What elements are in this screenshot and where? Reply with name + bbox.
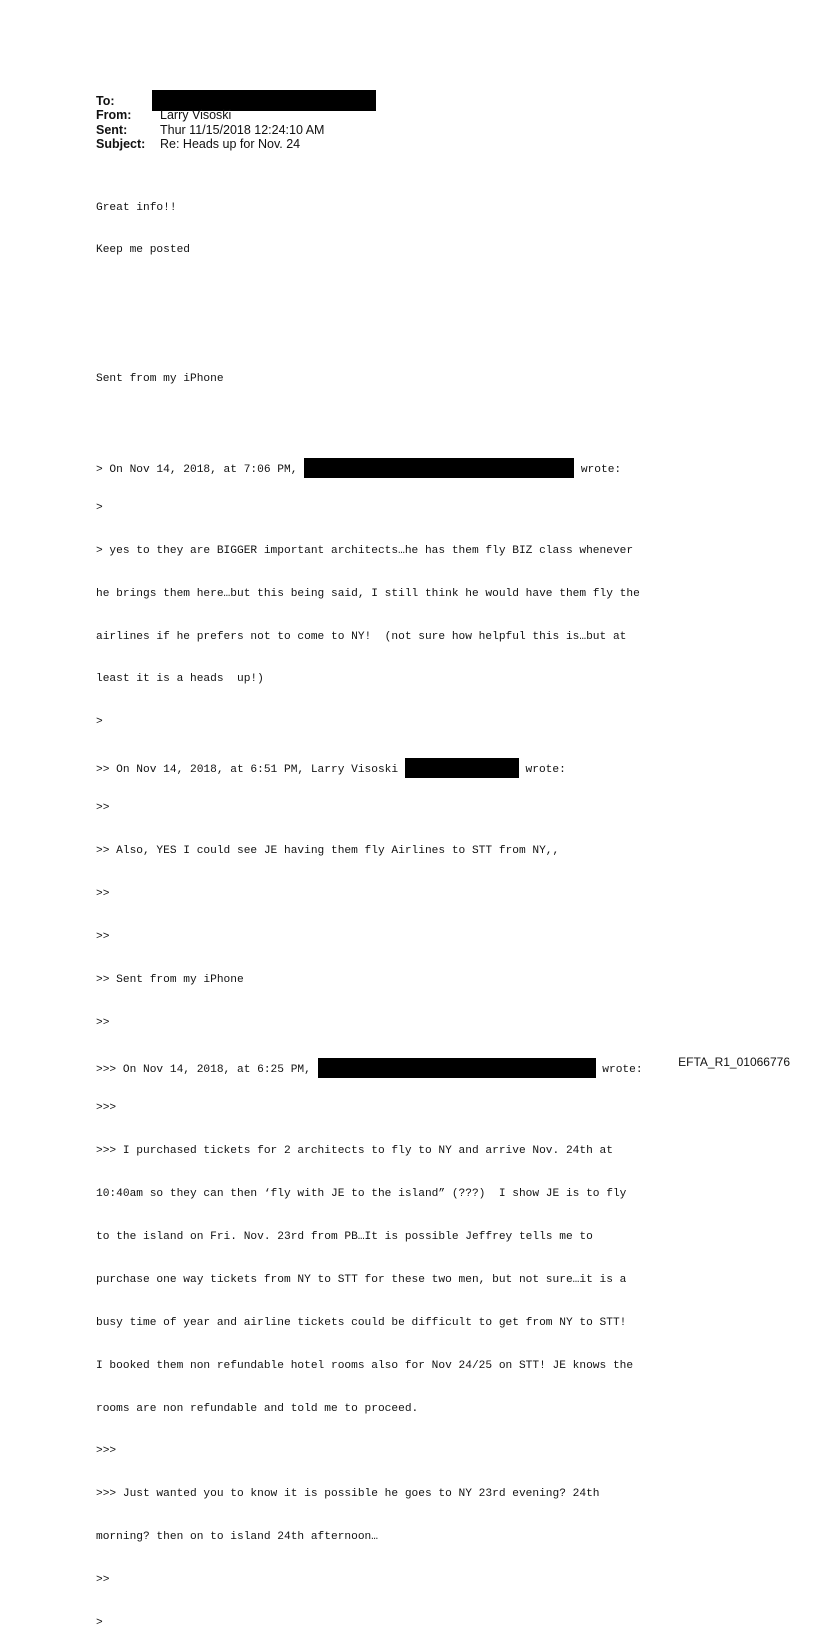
- quote-line: >>: [96, 802, 110, 815]
- quote-line: to the island on Fri. Nov. 23rd from PB…It is possible Jeffrey tells me to: [96, 1230, 593, 1243]
- quote-line: >>: [96, 1016, 110, 1029]
- redaction-box: [318, 1058, 596, 1078]
- quote-header-suffix: wrote:: [518, 764, 566, 777]
- quote-line: he brings them here…but this being said, I still think he would have them fly the: [96, 587, 640, 600]
- email-body: [96, 172, 736, 1645]
- from-value: Larry Visoski: [160, 108, 232, 123]
- subject-value: Re: Heads up for Nov. 24: [160, 136, 301, 151]
- quote-line: >>>: [96, 1445, 117, 1458]
- quote-header-line: [96, 758, 736, 777]
- quote-header-suffix: wrote:: [595, 1064, 643, 1077]
- quote-line: least it is a heads up!): [96, 673, 264, 686]
- quote-header-prefix: > On Nov 14, 2018, at 7:06 PM,: [96, 463, 305, 476]
- quote-line: >>: [96, 887, 110, 900]
- quote-header-prefix: >> On Nov 14, 2018, at 6:51 PM, Larry Visoski: [96, 764, 405, 777]
- signature-line: Sent from my iPhone: [96, 373, 224, 386]
- blank-line: [96, 329, 736, 343]
- sent-value: Thur 11/15/2018 12:24:10 AM: [160, 122, 325, 137]
- quote-line: >>> Just wanted you to know it is possible he goes to NY 23rd evening? 24th: [96, 1488, 600, 1501]
- quote-header-line: [96, 458, 736, 476]
- document-id: EFTA_R1_01066776: [678, 1055, 790, 1069]
- redaction-box: [304, 458, 574, 478]
- quote-line: >>: [96, 930, 110, 943]
- quote-line: >> Also, YES I could see JE having them fly Airlines to STT from NY,,: [96, 844, 560, 857]
- quote-line: rooms are non refundable and told me to proceed.: [96, 1402, 419, 1415]
- quote-header-line: [96, 1058, 736, 1077]
- quote-line: morning? then on to island 24th afternoon…: [96, 1531, 378, 1544]
- quote-line: >: [96, 716, 103, 729]
- quote-line: I booked them non refundable hotel rooms also for Nov 24/25 on STT! JE knows the: [96, 1359, 634, 1372]
- body-line: Keep me posted: [96, 244, 190, 257]
- quote-line: >>> I purchased tickets for 2 architects to fly to NY and arrive Nov. 24th at: [96, 1145, 613, 1158]
- quote-line: >>: [96, 1574, 110, 1587]
- quote-header-prefix: >>> On Nov 14, 2018, at 6:25 PM,: [96, 1064, 318, 1077]
- quote-line: 10:40am so they can then ‘fly with JE to the island” (???) I show JE is to fly: [96, 1188, 627, 1201]
- blank-line: [96, 415, 736, 429]
- subject-label: Subject:: [96, 136, 146, 151]
- from-label: From:: [96, 108, 132, 123]
- blank-line: [96, 286, 736, 300]
- body-line: Great info!!: [96, 201, 177, 214]
- quote-header-suffix: wrote:: [574, 463, 622, 476]
- quote-line: busy time of year and airline tickets could be difficult to get from NY to STT!: [96, 1316, 627, 1329]
- to-label: To:: [96, 94, 115, 108]
- quote-line: >: [96, 501, 103, 514]
- quote-line: > yes to they are BIGGER important architects…he has them fly BIZ class whenever: [96, 544, 634, 557]
- redaction-box: [405, 758, 519, 778]
- quote-line: purchase one way tickets from NY to STT for these two men, but not sure…it is a: [96, 1273, 627, 1286]
- quote-line: airlines if he prefers not to come to NY! (not sure how helpful this is…but at: [96, 630, 627, 643]
- sent-label: Sent:: [96, 122, 128, 137]
- quote-line: >: [96, 1616, 103, 1629]
- quote-line: >>>: [96, 1102, 117, 1115]
- quote-line: >> Sent from my iPhone: [96, 973, 244, 986]
